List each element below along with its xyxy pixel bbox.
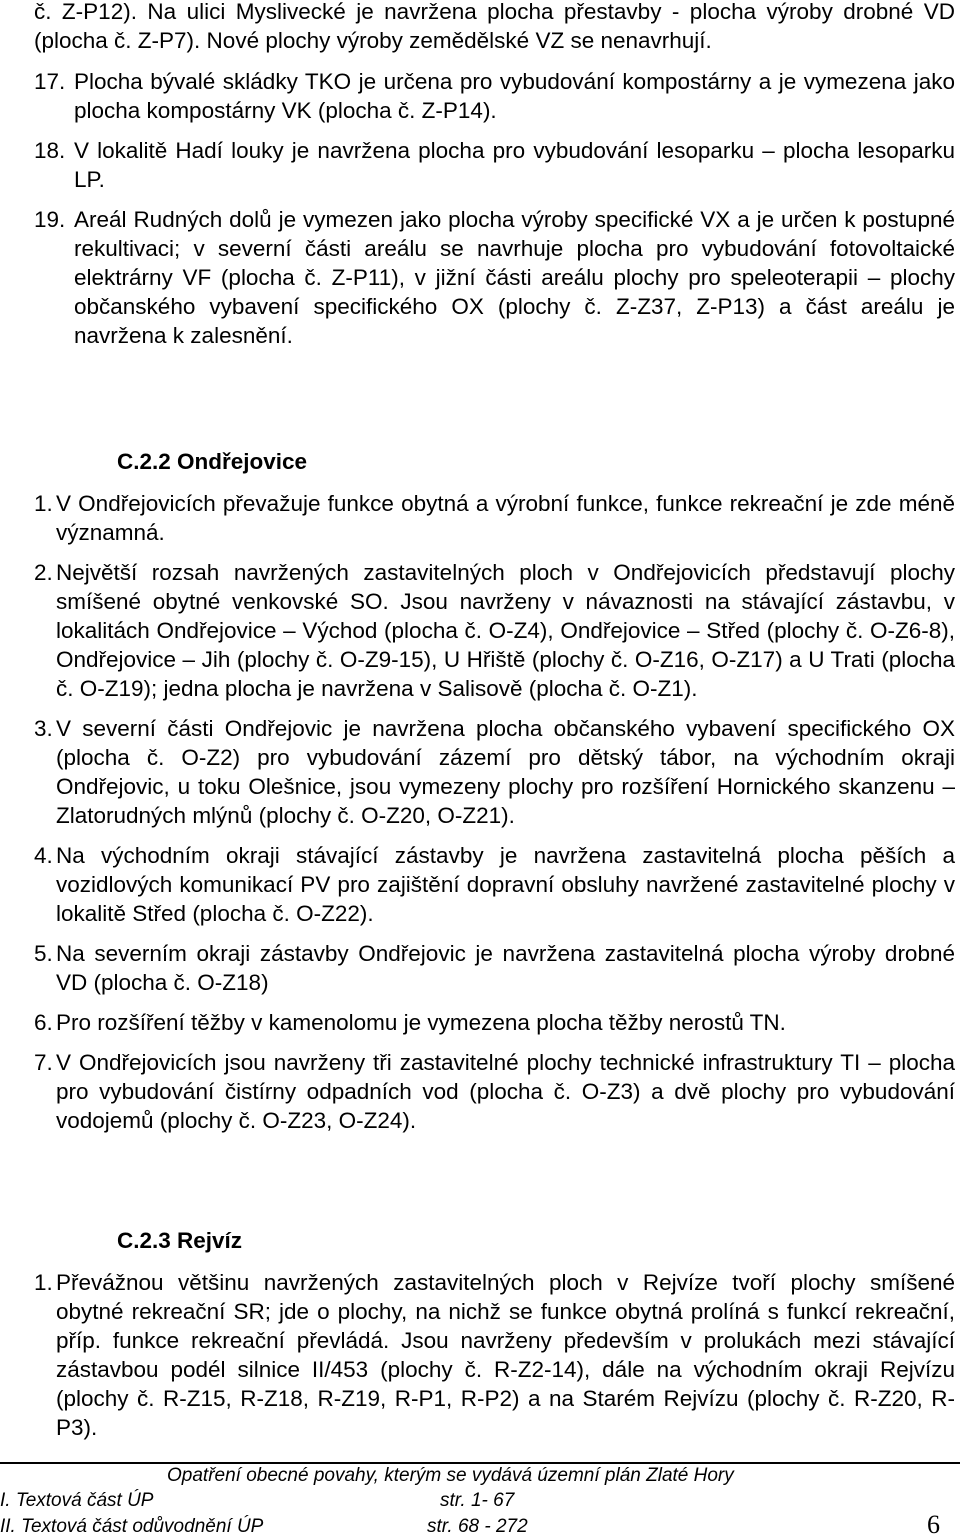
item-number: 3. (34, 716, 53, 741)
list-item (34, 1268, 955, 1442)
intro-text: č. Z-P12). Na ulici Myslivecké je navržena plocha přestavby - plocha výroby drobné VD (plocha č. Z-P7). Nové plochy výroby zemědělské VZ se nenavrhují. (34, 0, 955, 53)
item-number: 5. (34, 941, 53, 966)
footer-part1-label: I. Textová část ÚP (0, 1490, 154, 1511)
item-text: V Ondřejovicích jsou navrženy tři zastavitelné plochy technické infrastruktury TI – plocha pro vybudování čistírny odpadních vod (plocha č. O-Z3) a dvě plochy pro vybudování vodojemů (plochy č. O-Z23, O-Z24). (56, 1050, 955, 1133)
item-text: Největší rozsah navržených zastavitelných ploch v Ondřejovicích představují plochy smíšené obytné venkovské SO. Jsou navrženy v návaznosti na stávající zástavbu, v lokalitách Ondřejovice – Východ (plocha č. O-Z4), Ondřejovice – Střed (plochy č. O-Z6-8), Ondřejovice – Jih (plochy č. O-Z9-15), U Hřiště (plochy č. O-Z16, O-Z17) a U Trati (plocha č. O-Z19); jedna plocha je navržena v Salisově (plocha č. O-Z1). (56, 560, 955, 701)
item-text: Na severním okraji zástavby Ondřejovic je navržena zastavitelná plocha výroby drobné VD (plocha č. O-Z18) (56, 941, 955, 995)
item-text: V Ondřejovicích převažuje funkce obytná a výrobní funkce, funkce rekreační je zde méně významná. (56, 491, 955, 545)
list-item (34, 1008, 955, 1037)
item-number: 1. (34, 1270, 53, 1295)
footer-part1-pages: str. 1- 67 (440, 1490, 515, 1511)
item-number: 4. (34, 843, 53, 868)
list-item (34, 489, 955, 547)
footer-title: Opatření obecné povahy, kterým se vydává územní plán Zlaté Hory (167, 1465, 734, 1486)
list-item (34, 205, 955, 350)
section-heading-ondrejovice: C.2.2 Ondřejovice (117, 449, 308, 474)
item-number: 6. (34, 1010, 53, 1035)
item-text: V lokalitě Hadí louky je navržena plocha pro vybudování lesoparku – plocha lesoparku LP. (74, 138, 955, 192)
item-text: Plocha bývalé skládky TKO je určena pro vybudování kompostárny a je vymezena jako plocha kompostárny VK (plocha č. Z-P14). (74, 69, 955, 123)
item-number: 7. (34, 1050, 53, 1075)
list-item (34, 939, 955, 997)
item-number: 2. (34, 560, 53, 585)
list-c22 (34, 489, 955, 1135)
page-number: 6 (927, 1510, 940, 1539)
intro-paragraph (34, 0, 955, 55)
list-item (34, 67, 955, 125)
item-number: 19. (34, 207, 66, 232)
item-number: 18. (34, 138, 66, 163)
item-number: 17. (34, 69, 66, 94)
item-text: V severní části Ondřejovic je navržena plocha občanského vybavení specifického OX (plocha č. O-Z2) pro vybudování zázemí pro dětský tábor, na východním okraji Ondřejovic, u toku Olešnice, jsou vymezeny plochy pro rozšíření Hornického skanzenu – Zlatorudných mlýnů (plochy č. O-Z20, O-Z21). (56, 716, 955, 828)
list-item (34, 714, 955, 830)
list-item (34, 136, 955, 194)
footer-part2-pages: str. 68 - 272 (427, 1516, 528, 1537)
list-c21 (34, 67, 955, 350)
item-text: Na východním okraji stávající zástavby je navržena zastavitelná plocha pěších a vozidlových komunikací PV pro zajištění dopravní obsluhy navržené zastavitelné plochy v lokalitě Střed (plocha č. O-Z22). (56, 843, 955, 926)
item-text: Pro rozšíření těžby v kamenolomu je vymezena plocha těžby nerostů TN. (56, 1010, 786, 1035)
list-item (34, 841, 955, 928)
section-heading-rejviz: C.2.3 Rejvíz (117, 1228, 243, 1253)
list-item (34, 558, 955, 703)
list-c23 (34, 1268, 955, 1442)
item-text: Převážnou většinu navržených zastavitelných ploch v Rejvíze tvoří plochy smíšené obytné rekreační SR; jde o plochy, na nichž se funkce obytná prolíná s funkcí rekreační, příp. funkce rekreační převládá. Jsou navrženy především v prolukách mezi stávající zástavbou podél silnice II/453 (plochy č. R-Z2-14), dále na východním okraji Rejvízu (plochy č. R-Z15, R-Z18, R-Z19, R-P1, R-P2) a na Starém Rejvízu (plochy č. R-Z20, R-P3). (56, 1270, 955, 1440)
item-text: Areál Rudných dolů je vymezen jako plocha výroby specifické VX a je určen k postupné rekultivaci; v severní části areálu se navrhuje plocha pro vybudování fotovoltaické elektrárny VF (plocha č. Z-P11), v jižní části areálu plochy pro speleoterapii – plochy občanského vybavení specifického OX (plochy č. Z-Z37, Z-P13) a část areálu je navržena k zalesnění. (74, 207, 955, 348)
list-item (34, 1048, 955, 1135)
item-number: 1. (34, 491, 53, 516)
footer-part2-label: II. Textová část odůvodnění ÚP (0, 1516, 264, 1537)
